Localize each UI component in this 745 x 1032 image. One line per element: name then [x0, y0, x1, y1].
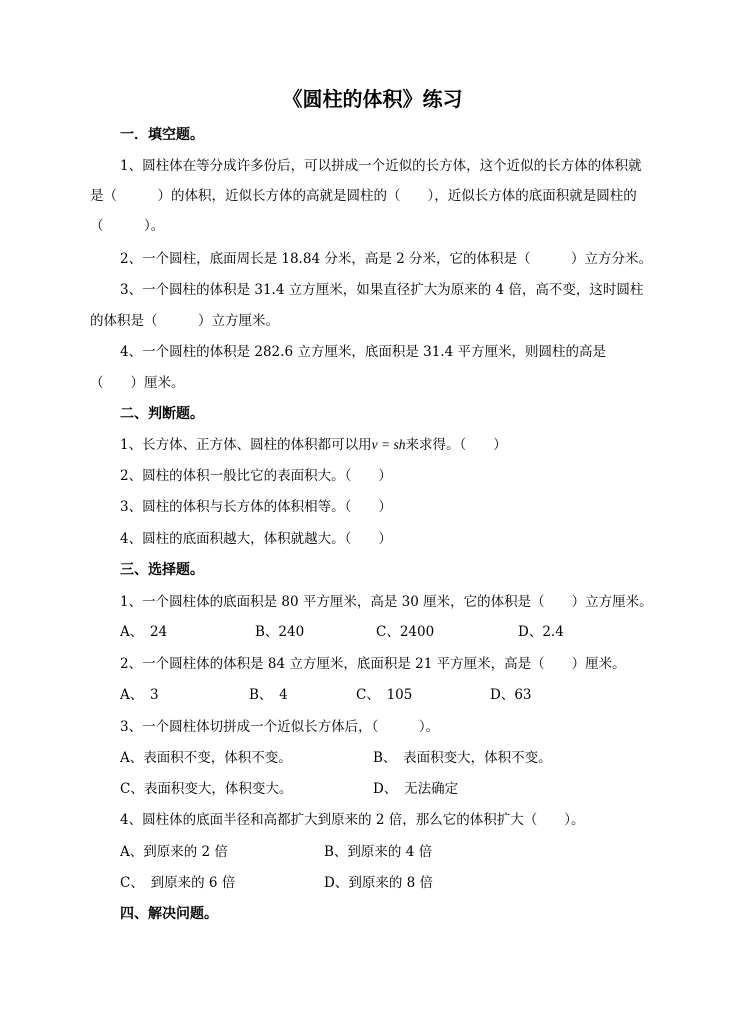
choice-q2-option-c: C、 105 [356, 687, 413, 703]
fill-q3-line2: 的体积是（ ）立方厘米。 [90, 313, 279, 329]
page-title: 《圆柱的体积》练习 [282, 87, 463, 111]
choice-q4-option-d: D、到原来的 8 倍 [324, 875, 433, 891]
choice-q1-stem: 1、一个圆柱体的底面积是 80 平方厘米，高是 30 厘米，它的体积是（ ）立方厘米。 [120, 594, 653, 610]
fill-q1-line2: 是（ ）的体积，近似长方体的高就是圆柱的（ ），近似长方体的底面积就是圆柱的 [90, 188, 637, 204]
choice-q3-stem: 3、一个圆柱体切拼成一个近似长方体后，（ ）。 [120, 719, 440, 735]
choice-q4-option-c: C、 到原来的 6 倍 [120, 875, 236, 891]
choice-q4-stem: 4、圆柱体的底面半径和高都扩大到原来的 2 倍，那么它的体积扩大（ ）。 [120, 812, 585, 828]
choice-q2-stem: 2、一个圆柱体的体积是 84 立方厘米，底面积是 21 平方厘米，高是（ ）厘米。 [120, 656, 626, 672]
fill-q1-line1: 1、圆柱体在等分成许多份后，可以拼成一个近似的长方体，这个近似的长方体的体积就 [120, 158, 642, 174]
choice-q4-option-b: B、到原来的 4 倍 [324, 844, 433, 860]
section-heading-choice: 三、选择题。 [120, 562, 204, 578]
judge-q1 [120, 435, 507, 455]
choice-q2-option-b: B、 4 [249, 687, 288, 703]
choice-q2-option-d: D、63 [490, 687, 532, 703]
section-heading-judge: 二、判断题。 [120, 406, 204, 422]
fill-q4-line2: （ ）厘米。 [90, 375, 185, 391]
fill-q4-line1: 4、一个圆柱的体积是 282.6 立方厘米，底面积是 31.4 平方厘米，则圆柱的高是 [120, 344, 606, 360]
choice-q2-option-a: A、 3 [120, 687, 159, 703]
fill-q3-line1: 3、一个圆柱的体积是 31.4 立方厘米，如果直径扩大为原来的 4 倍，高不变，这时圆柱 [120, 282, 644, 298]
fill-q1-line3: （ ）。 [90, 218, 165, 234]
choice-q3-option-c: C、表面积变大，体积变大。 [120, 781, 293, 797]
judge-q4: 4、圆柱的底面积越大，体积就越大。（ ） [120, 531, 392, 547]
judge-q3: 3、圆柱的体积与长方体的体积相等。（ ） [120, 499, 392, 515]
judge-q1-tail: 来求得。（ ） [405, 437, 507, 453]
fill-q2: 2、一个圆柱，底面周长是 18.84 分米，高是 2 分米，它的体积是（ ）立方分米。 [120, 251, 652, 267]
choice-q1-option-d: D、2.4 [518, 624, 564, 640]
judge-q1-text: 1、长方体、正方体、圆柱的体积都可以用 [120, 437, 372, 453]
section-heading-fill: 一．填空题。 [120, 127, 204, 143]
judge-q2: 2、圆柱的体积一般比它的表面积大。（ ） [120, 468, 392, 484]
choice-q1-option-c: C、2400 [376, 624, 435, 640]
choice-q4-option-a: A、到原来的 2 倍 [120, 844, 228, 860]
choice-q3-option-d: D、 无法确定 [373, 781, 459, 797]
choice-q1-option-a: A、 24 [120, 624, 168, 640]
section-heading-solve: 四、解决问题。 [120, 906, 218, 922]
choice-q3-option-b: B、 表面积变大，体积不变。 [373, 750, 552, 766]
choice-q3-option-a: A、表面积不变，体积不变。 [120, 750, 292, 766]
judge-q1-formula: v = sh [371, 437, 406, 452]
choice-q1-option-b: B、240 [255, 624, 305, 640]
